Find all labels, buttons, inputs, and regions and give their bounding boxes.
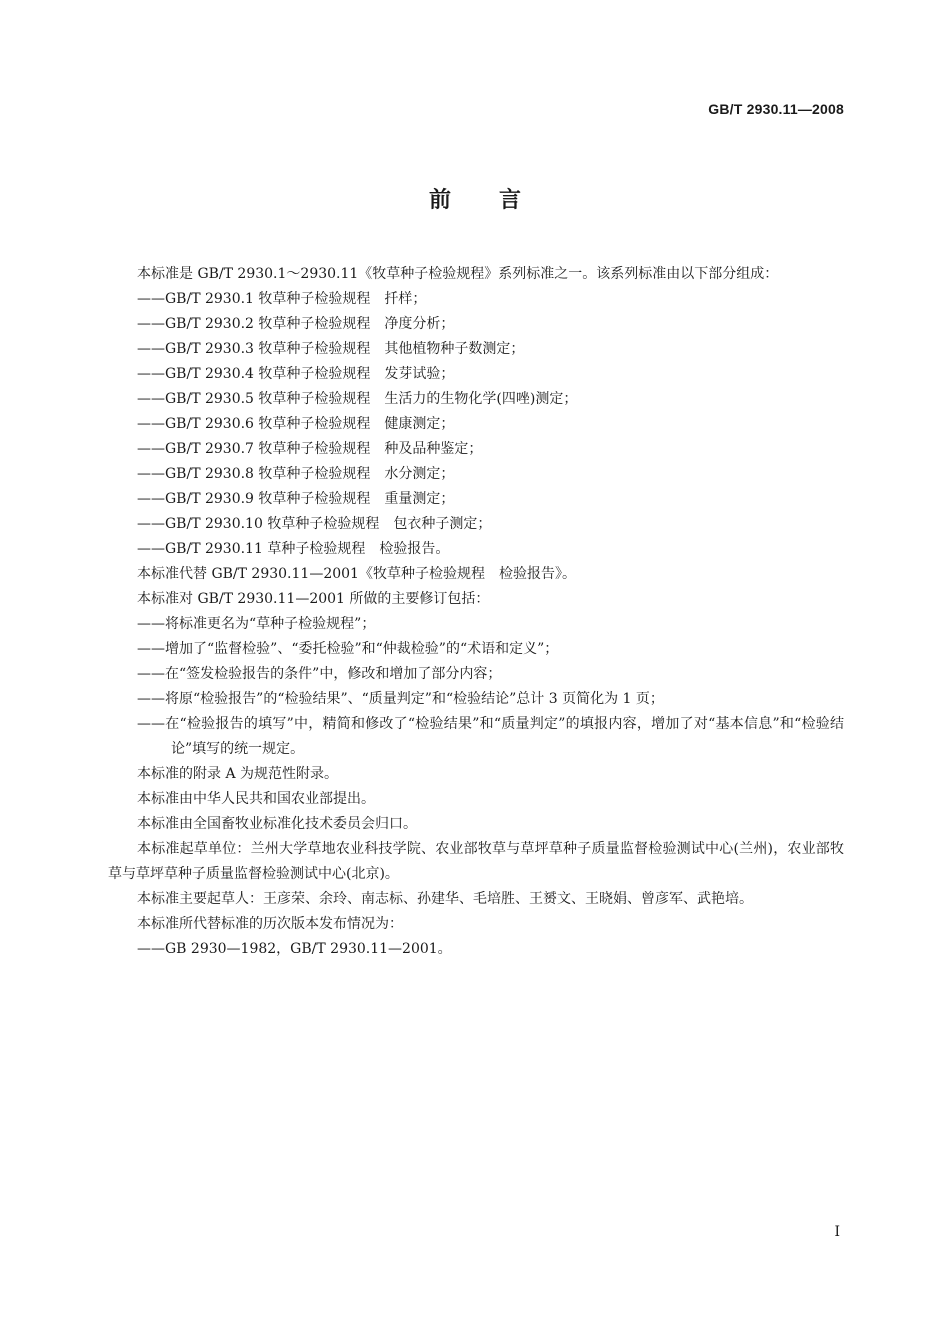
annex-paragraph: 本标准的附录 A 为规范性附录。 <box>137 766 339 782</box>
changes-intro: 本标准对 GB/T 2930.11—2001 所做的主要修订包括： <box>137 591 490 607</box>
part-item: ——GB/T 2930.2 牧草种子检验规程 净度分析； <box>137 316 455 332</box>
part-item: ——GB/T 2930.11 草种子检验规程 检验报告。 <box>137 541 450 557</box>
part-item: ——GB/T 2930.5 牧草种子检验规程 生活力的生物化学(四唑)测定； <box>137 391 578 407</box>
drafters-paragraph: 本标准主要起草人：王彦荣、余玲、南志标、孙建华、毛培胜、王赟文、王晓娟、曾彦军、武艳培。 <box>137 891 753 907</box>
history-intro: 本标准所代替标准的历次版本发布情况为： <box>137 916 403 932</box>
change-item: ——增加了“监督检验”、“委托检验”和“仲裁检验”的“术语和定义”； <box>137 641 559 657</box>
part-item: ——GB/T 2930.3 牧草种子检验规程 其他植物种子数测定； <box>137 341 525 357</box>
part-item: ——GB/T 2930.7 牧草种子检验规程 种及品种鉴定； <box>137 441 483 457</box>
change-item: ——在“签发检验报告的条件”中，修改和增加了部分内容； <box>137 666 502 682</box>
intro-paragraph: 本标准是 GB/T 2930.1～2930.11《牧草种子检验规程》系列标准之一。该系列标准由以下部分组成： <box>137 266 779 282</box>
part-item: ——GB/T 2930.10 牧草种子检验规程 包衣种子测定； <box>137 516 492 532</box>
foreword-body <box>108 262 844 962</box>
proposed-by-paragraph: 本标准由中华人民共和国农业部提出。 <box>137 791 375 807</box>
part-item: ——GB/T 2930.8 牧草种子检验规程 水分测定； <box>137 466 455 482</box>
change-item: ——将标准更名为“草种子检验规程”； <box>137 616 376 632</box>
drafting-units-paragraph: 本标准起草单位：兰州大学草地农业科技学院、农业部牧草与草坪草种子质量监督检验测试中心(兰州)，农业部牧草与草坪草种子质量监督检验测试中心(北京)。 <box>108 841 844 882</box>
part-item: ——GB/T 2930.6 牧草种子检验规程 健康测定； <box>137 416 455 432</box>
page-title: 前言 <box>428 188 569 213</box>
page-number: I <box>834 1224 840 1240</box>
part-item: ——GB/T 2930.9 牧草种子检验规程 重量测定； <box>137 491 455 507</box>
managed-by-paragraph: 本标准由全国畜牧业标准化技术委员会归口。 <box>137 816 417 832</box>
standard-code: GB/T 2930.11—2008 <box>708 101 844 117</box>
replaces-paragraph: 本标准代替 GB/T 2930.11—2001《牧草种子检验规程 检验报告》。 <box>137 566 576 582</box>
history-item: ——GB 2930—1982，GB/T 2930.11—2001。 <box>137 941 452 957</box>
change-item: ——在“检验报告的填写”中，精简和修改了“检验结果”和“质量判定”的填报内容，增加了对“基本信息”和“检验结论”填写的统一规定。 <box>137 716 844 757</box>
part-item: ——GB/T 2930.4 牧草种子检验规程 发芽试验； <box>137 366 455 382</box>
change-item: ——将原“检验报告”的“检验结果”、“质量判定”和“检验结论”总计 3 页简化为 1 页； <box>137 691 664 707</box>
part-item: ——GB/T 2930.1 牧草种子检验规程 扦样； <box>137 291 427 307</box>
